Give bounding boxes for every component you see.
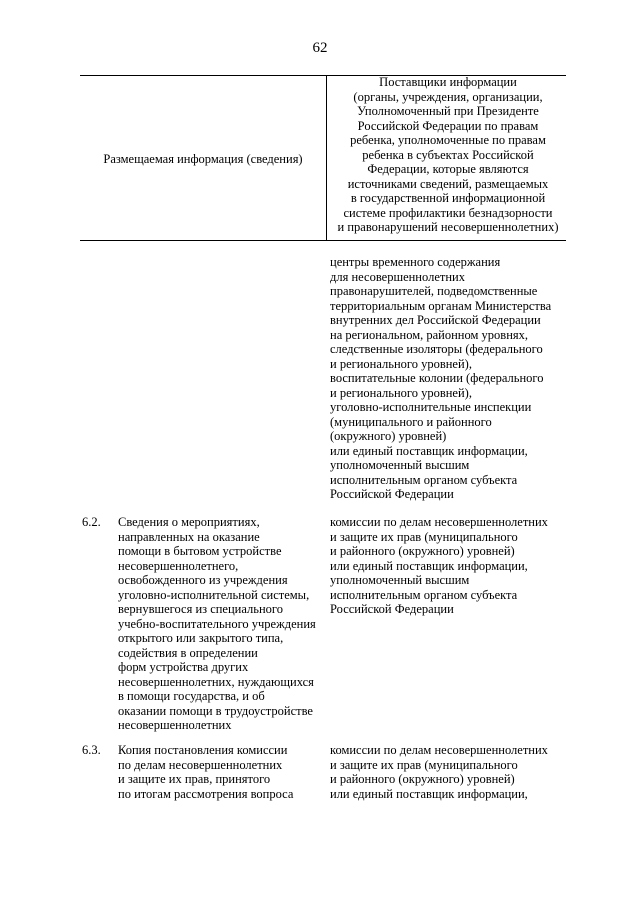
- header-right-line: Федерации, которые являются: [367, 162, 529, 176]
- page-number: 62: [312, 40, 328, 56]
- text-line: содействия в определении: [118, 645, 258, 660]
- header-right-line: системе профилактики безнадзорности: [343, 205, 553, 220]
- text-line: и защите их прав (муниципального: [330, 529, 518, 544]
- text-line: уполномоченный высшим: [330, 458, 470, 472]
- text-line: внутренних дел Российской Федерации: [330, 313, 541, 327]
- text-line: и районного (окружного) уровней): [330, 772, 515, 786]
- text-line: или единый поставщик информации,: [330, 558, 528, 573]
- text-line: или единый поставщик информации,: [330, 786, 528, 801]
- text-line: уголовно-исполнительные инспекции: [330, 400, 532, 414]
- text-line: Копия постановления комиссии: [118, 743, 288, 757]
- text-line: Российской Федерации: [330, 487, 454, 501]
- text-line: в помощи государства, и об: [118, 689, 265, 703]
- row-6-3-information: [118, 743, 328, 801]
- text-line: комиссии по делам несовершеннолетних: [330, 515, 548, 529]
- text-line: для несовершеннолетних: [330, 269, 465, 284]
- header-right-line: Российской Федерации по правам: [357, 118, 539, 133]
- header-right-line: (органы, учреждения, организации,: [353, 89, 543, 104]
- text-line: учебно-воспитательного учреждения: [118, 616, 316, 631]
- text-line: несовершеннолетних: [118, 718, 232, 732]
- header-right-line: в государственной информационной: [350, 191, 546, 205]
- text-line: (муниципального и районного: [330, 414, 492, 429]
- text-line: и регионального уровней),: [330, 356, 472, 371]
- row-6-2-information: [118, 515, 328, 733]
- text-line: или единый поставщик информации,: [330, 443, 528, 458]
- row-number-6-2: 6.2.: [82, 515, 101, 529]
- text-line: направленных на оказание: [118, 529, 260, 544]
- header-right-line: Уполномоченный при Президенте: [357, 104, 539, 118]
- text-line: (окружного) уровней): [330, 429, 447, 443]
- continuation-providers: [330, 255, 570, 502]
- row-6-3-providers: [330, 743, 570, 801]
- header-placed-information: Размещаемая информация (сведения): [103, 152, 303, 166]
- text-line: центры временного содержания: [330, 255, 501, 269]
- header-right-line: ребенка, уполномоченные по правам: [350, 133, 546, 147]
- text-line: на региональном, районном уровнях,: [330, 327, 529, 342]
- text-line: комиссии по делам несовершеннолетних: [330, 743, 548, 757]
- text-line: несовершеннолетнего,: [118, 558, 239, 573]
- text-line: и защите их прав (муниципального: [330, 757, 518, 772]
- header-right-line: ребенка в субъектах Российской: [362, 147, 534, 162]
- text-line: уголовно-исполнительной системы,: [118, 587, 310, 602]
- text-line: помощи в бытовом устройстве: [118, 544, 282, 558]
- text-line: открытого или закрытого типа,: [118, 631, 284, 645]
- text-line: исполнительным органом субъекта: [330, 587, 518, 602]
- text-line: несовершеннолетних, нуждающихся: [118, 674, 314, 689]
- text-line: и регионального уровней),: [330, 385, 472, 400]
- text-line: по итогам рассмотрения вопроса: [118, 786, 294, 801]
- row-number-6-3: 6.3.: [82, 743, 101, 757]
- table-header-rule: [80, 240, 566, 241]
- text-line: территориальным органам Министерства: [330, 298, 552, 313]
- text-line: и защите их прав, принятого: [118, 772, 271, 786]
- text-line: и районного (окружного) уровней): [330, 544, 515, 558]
- text-line: следственные изоляторы (федерального: [330, 342, 543, 356]
- text-line: воспитательные колонии (федерального: [330, 371, 544, 385]
- text-line: уполномоченный высшим: [330, 573, 470, 587]
- text-line: Российской Федерации: [330, 602, 454, 616]
- text-line: по делам несовершеннолетних: [118, 757, 283, 772]
- header-column-divider: [326, 75, 327, 240]
- text-line: Сведения о мероприятиях,: [118, 515, 260, 529]
- text-line: оказании помощи в трудоустройстве: [118, 703, 313, 718]
- header-right-line: Поставщики информации: [379, 75, 517, 89]
- text-line: форм устройства других: [118, 660, 249, 674]
- text-line: правонарушителей, подведомственные: [330, 284, 538, 298]
- text-line: исполнительным органом субъекта: [330, 472, 518, 487]
- text-line: освобожденного из учреждения: [118, 573, 288, 587]
- header-right-line: источниками сведений, размещаемых: [347, 176, 549, 191]
- text-line: вернувшегося из специального: [118, 602, 283, 616]
- row-6-2-providers: [330, 515, 570, 617]
- header-information-providers: [330, 75, 566, 235]
- header-right-line: и правонарушений несовершеннолетних): [337, 220, 559, 234]
